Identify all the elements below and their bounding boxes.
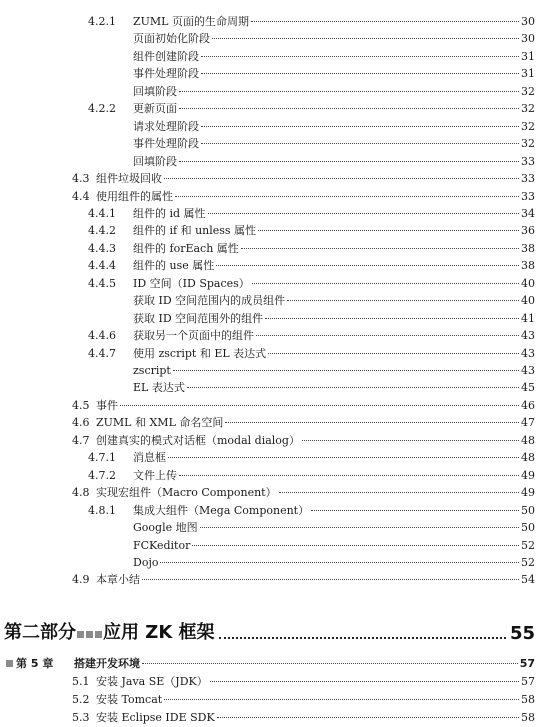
toc-entry bbox=[88, 100, 535, 117]
toc-entry-page: 52 bbox=[521, 538, 535, 552]
toc-entry-number: 4.9 bbox=[72, 573, 90, 587]
toc-entry-page: 33 bbox=[521, 172, 535, 186]
toc-entry bbox=[133, 362, 535, 379]
toc-entry-title: Google 地图 bbox=[133, 521, 198, 535]
toc-entry bbox=[88, 240, 535, 257]
square-icon bbox=[77, 631, 84, 638]
chapter-label: 第 5 章 bbox=[16, 657, 54, 670]
toc-entry-title: 获取 ID 空间范围内的成员组件 bbox=[133, 294, 286, 308]
toc-entry-number: 4.4.6 bbox=[88, 329, 116, 343]
dot-leader bbox=[217, 717, 519, 718]
toc-entry-number: 4.4.7 bbox=[88, 346, 116, 360]
toc-entry bbox=[72, 397, 535, 414]
toc-entry-page: 41 bbox=[521, 311, 535, 325]
toc-entry-page: 50 bbox=[521, 521, 535, 535]
dot-leader bbox=[201, 126, 519, 127]
dot-leader bbox=[120, 405, 519, 406]
dot-leader bbox=[192, 545, 519, 546]
toc-entry-number: 4.7 bbox=[72, 433, 90, 447]
toc-entry-title: 组件的 if 和 unless 属性 bbox=[133, 224, 257, 238]
toc-entry bbox=[88, 275, 535, 292]
dot-leader bbox=[279, 492, 519, 493]
toc-entry-page: 52 bbox=[521, 555, 535, 569]
toc-entry bbox=[72, 484, 535, 501]
toc-entry-title: 安装 Java SE（JDK） bbox=[96, 675, 208, 688]
toc-entry-page: 31 bbox=[521, 49, 535, 63]
dot-leader bbox=[287, 300, 519, 301]
toc-entry-number: 5.2 bbox=[72, 693, 90, 706]
toc-entry-page: 32 bbox=[521, 119, 535, 133]
toc-entry-title: ZUML 页面的生命周期 bbox=[133, 15, 249, 28]
toc-entry bbox=[88, 467, 535, 484]
chapter-title: 搭建开发环境 bbox=[74, 657, 140, 670]
dot-leader bbox=[265, 318, 519, 319]
chapter-heading bbox=[6, 655, 535, 672]
toc-entry bbox=[133, 135, 535, 152]
toc-entry-page: 57 bbox=[521, 675, 535, 688]
dot-leader bbox=[175, 196, 519, 197]
toc-entry-page: 36 bbox=[521, 224, 535, 238]
toc-entry-number: 4.4.1 bbox=[88, 206, 116, 220]
dot-leader bbox=[311, 510, 519, 511]
toc-entry-page: 33 bbox=[521, 189, 535, 203]
toc-entry bbox=[72, 673, 535, 690]
dot-leader bbox=[212, 38, 519, 39]
dot-leader bbox=[164, 699, 519, 700]
toc-entry-number: 4.4.5 bbox=[88, 276, 116, 290]
toc-entry-page: 33 bbox=[521, 154, 535, 168]
toc-entry bbox=[133, 83, 535, 100]
toc-entry bbox=[72, 691, 535, 708]
toc-entry bbox=[88, 345, 535, 362]
toc-entry-number: 5.3 bbox=[72, 711, 90, 724]
dot-leader bbox=[208, 213, 519, 214]
toc-entry bbox=[72, 709, 535, 726]
toc-entry-title: 组件垃圾回收 bbox=[96, 172, 162, 186]
dot-leader bbox=[201, 143, 519, 144]
toc-entry-page: 38 bbox=[521, 259, 535, 273]
toc-entry-number: 4.4.2 bbox=[88, 224, 116, 238]
dot-leader bbox=[302, 440, 519, 441]
dot-leader bbox=[241, 248, 519, 249]
toc-entry bbox=[88, 502, 535, 519]
toc-entry-number: 4.4.4 bbox=[88, 259, 116, 273]
toc-entry-page: 58 bbox=[521, 711, 535, 724]
dot-leader bbox=[160, 562, 519, 563]
toc-entry-page: 31 bbox=[521, 67, 535, 81]
toc-entry-number: 4.8.1 bbox=[88, 503, 116, 517]
toc-entry-title: 创建真实的模式对话框（modal dialog） bbox=[96, 433, 300, 447]
part-title: 应用 ZK 框架 bbox=[103, 622, 215, 643]
toc-entry bbox=[133, 48, 535, 65]
toc-entry-page: 43 bbox=[521, 329, 535, 343]
toc-entry-number: 4.7.2 bbox=[88, 468, 116, 482]
toc-entry-number: 4.2.2 bbox=[88, 102, 116, 116]
toc-entry-title: 本章小结 bbox=[96, 573, 140, 587]
toc-entry bbox=[88, 222, 535, 239]
toc-entry-number: 4.4 bbox=[72, 189, 90, 203]
dot-leader bbox=[179, 108, 519, 109]
toc-entry-page: 50 bbox=[521, 503, 535, 517]
toc-entry-title: 消息框 bbox=[133, 451, 166, 465]
dot-leader bbox=[142, 663, 518, 664]
toc-entry-title: 使用组件的属性 bbox=[96, 189, 173, 203]
square-icon bbox=[6, 660, 13, 667]
dot-leader bbox=[268, 353, 519, 354]
toc-entry-page: 48 bbox=[521, 451, 535, 465]
toc-entry bbox=[133, 65, 535, 82]
toc-entry-title: 安装 Eclipse IDE SDK bbox=[96, 711, 215, 724]
toc-entry bbox=[72, 188, 535, 205]
toc-entry-number: 4.7.1 bbox=[88, 451, 116, 465]
dot-leader bbox=[252, 283, 519, 284]
dot-leader bbox=[142, 579, 519, 580]
square-icon bbox=[86, 631, 93, 638]
toc-entry-title: 事件处理阶段 bbox=[133, 67, 199, 81]
dot-leader bbox=[200, 527, 519, 528]
dot-leader bbox=[210, 681, 519, 682]
dot-leader bbox=[179, 161, 519, 162]
toc-entry bbox=[88, 327, 535, 344]
toc-entry bbox=[133, 310, 535, 327]
toc-entry bbox=[133, 30, 535, 47]
toc-entry-title: 请求处理阶段 bbox=[133, 119, 199, 133]
chapter-page: 57 bbox=[519, 657, 535, 670]
toc-entry-page: 30 bbox=[521, 32, 535, 46]
toc-entry-number: 4.8 bbox=[72, 486, 90, 500]
toc-entry bbox=[72, 414, 535, 431]
toc-entry-page: 47 bbox=[521, 416, 535, 430]
toc-entry-number: 4.2.1 bbox=[88, 15, 116, 28]
dot-leader bbox=[216, 265, 519, 266]
toc-entry-title: 安装 Tomcat bbox=[96, 693, 163, 706]
dot-leader bbox=[164, 178, 519, 179]
toc-entry-number: 5.1 bbox=[72, 675, 90, 688]
toc-entry-title: 组件的 id 属性 bbox=[133, 206, 206, 220]
toc-entry-page: 38 bbox=[521, 241, 535, 255]
toc-entry-title: 组件的 forEach 属性 bbox=[133, 241, 239, 255]
toc-entry-title: 更新页面 bbox=[133, 102, 177, 116]
dot-leader bbox=[258, 230, 519, 231]
toc-entry bbox=[88, 205, 535, 222]
toc-entry-title: 获取另一个页面中的组件 bbox=[133, 329, 254, 343]
toc-entry-page: 40 bbox=[521, 294, 535, 308]
part-page: 55 bbox=[509, 623, 535, 644]
toc-entry-number: 4.5 bbox=[72, 398, 90, 412]
toc-entry bbox=[72, 432, 535, 449]
toc-entry-title: ID 空间（ID Spaces） bbox=[133, 276, 250, 290]
toc-entry-title: EL 表达式 bbox=[133, 381, 185, 395]
toc-entry-title: FCKeditor bbox=[133, 538, 191, 552]
toc-entry-page: 34 bbox=[521, 206, 535, 220]
toc-entry-page: 43 bbox=[521, 346, 535, 360]
dot-leader bbox=[179, 475, 519, 476]
toc-entry-title: 回填阶段 bbox=[133, 84, 177, 98]
toc-entry-number: 4.3 bbox=[72, 172, 90, 186]
part-label: 第二部分 bbox=[4, 622, 76, 643]
toc-entry bbox=[133, 153, 535, 170]
toc-entry-page: 43 bbox=[521, 364, 535, 377]
toc-entry-page: 46 bbox=[521, 398, 535, 412]
toc-entry-page: 32 bbox=[521, 137, 535, 151]
toc-entry-number: 4.6 bbox=[72, 416, 90, 430]
dot-leader bbox=[168, 457, 519, 458]
toc-entry-title: 页面初始化阶段 bbox=[133, 32, 210, 46]
toc-entry-title: 获取 ID 空间范围外的组件 bbox=[133, 311, 264, 325]
toc-entry-page: 58 bbox=[521, 693, 535, 706]
toc-entry-title: 文件上传 bbox=[133, 468, 177, 482]
toc-entry bbox=[133, 292, 535, 309]
toc-entry-page: 30 bbox=[521, 15, 535, 28]
toc-entry bbox=[133, 379, 535, 396]
dot-leader bbox=[251, 21, 519, 22]
toc-entry-title: ZUML 和 XML 命名空间 bbox=[96, 416, 224, 430]
toc-entry-title: 实现宏组件（Macro Component） bbox=[96, 486, 277, 500]
toc-entry-page: 48 bbox=[521, 433, 535, 447]
dot-leader bbox=[256, 335, 519, 336]
square-icon bbox=[95, 631, 102, 638]
toc-entry bbox=[133, 554, 535, 571]
toc-entry-title: 回填阶段 bbox=[133, 154, 177, 168]
dot-leader bbox=[187, 387, 519, 388]
toc-entry-page: 49 bbox=[521, 468, 535, 482]
toc-entry bbox=[72, 170, 535, 187]
toc-entry-title: zscript bbox=[133, 364, 171, 377]
toc-entry-number: 4.4.3 bbox=[88, 241, 116, 255]
toc-entry bbox=[133, 519, 535, 536]
toc-entry-title: 组件创建阶段 bbox=[133, 49, 199, 63]
part-heading bbox=[4, 618, 535, 644]
dot-leader bbox=[173, 370, 519, 371]
dot-leader bbox=[219, 637, 506, 639]
toc-entry bbox=[133, 118, 535, 135]
toc-entry bbox=[88, 449, 535, 466]
toc-entry-title: 使用 zscript 和 EL 表达式 bbox=[133, 346, 267, 360]
dot-leader bbox=[179, 91, 519, 92]
toc-entry-title: 组件的 use 属性 bbox=[133, 259, 215, 273]
toc-entry-page: 32 bbox=[521, 102, 535, 116]
toc-entry-title: Dojo bbox=[133, 555, 159, 569]
toc-entry-page: 54 bbox=[521, 573, 535, 587]
toc-entry bbox=[88, 257, 535, 274]
toc-entry bbox=[133, 537, 535, 554]
toc-entry-page: 40 bbox=[521, 276, 535, 290]
toc-entry bbox=[72, 571, 535, 588]
dot-leader bbox=[225, 422, 519, 423]
dot-leader bbox=[201, 73, 519, 74]
toc-entry-title: 事件 bbox=[96, 398, 118, 412]
toc-entry-page: 49 bbox=[521, 486, 535, 500]
toc-entry-title: 集成大组件（Mega Component） bbox=[133, 503, 310, 517]
dot-leader bbox=[201, 56, 519, 57]
toc-entry-title: 事件处理阶段 bbox=[133, 137, 199, 151]
toc-entry bbox=[88, 13, 535, 30]
toc-entry-page: 32 bbox=[521, 84, 535, 98]
toc-entry-page: 45 bbox=[521, 381, 535, 395]
